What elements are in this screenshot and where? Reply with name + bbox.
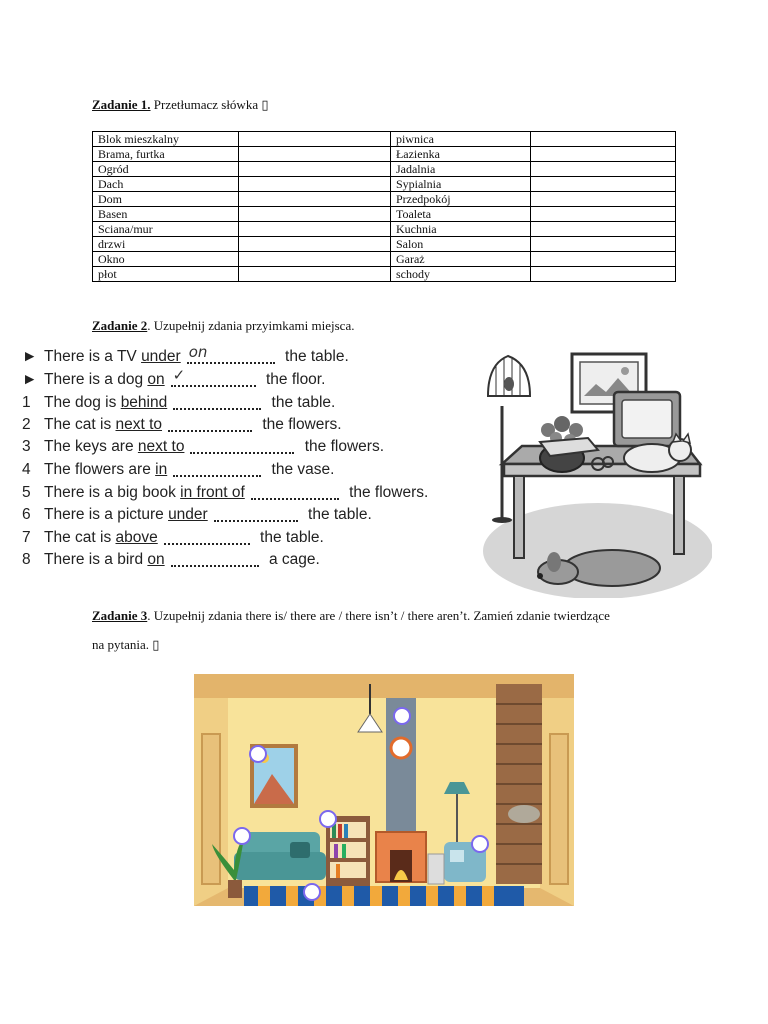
exercise-line xyxy=(22,528,324,548)
sentence-start: The cat is xyxy=(44,416,116,433)
task2-heading xyxy=(92,318,354,334)
exercise-marker: 7 xyxy=(22,529,31,546)
answer-blank[interactable] xyxy=(171,365,256,387)
vocab-row xyxy=(93,162,676,177)
vocab-answer-cell[interactable] xyxy=(238,177,390,192)
exercise-line xyxy=(22,505,372,525)
answer-blank[interactable] xyxy=(251,486,339,500)
preposition-answer: in front of xyxy=(180,484,245,501)
sentence-end: a cage. xyxy=(264,551,320,568)
vocab-row xyxy=(93,132,676,147)
bird-icon xyxy=(504,377,514,391)
vocab-word-cell: schody xyxy=(390,267,530,282)
vocab-row xyxy=(93,207,676,222)
vocab-answer-cell[interactable] xyxy=(530,147,675,162)
preposition-answer: behind xyxy=(120,394,168,411)
vocab-word-cell: Sciana/mur xyxy=(93,222,239,237)
exercise-line xyxy=(22,550,320,570)
left-door xyxy=(202,734,220,884)
fireplace xyxy=(376,832,426,882)
exercise-line xyxy=(22,342,349,367)
sentence-end: the vase. xyxy=(267,461,335,478)
sentence-end: the flowers. xyxy=(300,438,384,455)
task2-instruction: . Uzupełnij zdania przyimkami miejsca. xyxy=(147,318,355,333)
vocab-word-cell: Toaleta xyxy=(390,207,530,222)
vocab-word-cell: Garaż xyxy=(390,252,530,267)
vocab-word-cell: piwnica xyxy=(390,132,530,147)
answer-blank[interactable] xyxy=(187,342,275,364)
sentence-start: The flowers are xyxy=(44,461,156,478)
exercise-line xyxy=(22,437,384,457)
vocab-answer-cell[interactable] xyxy=(238,162,390,177)
sentence-start: There is a TV xyxy=(44,348,142,365)
task3-instruction: . Uzupełnij zdania there is/ there are / there isn’t / there aren’t. Zamień zdanie twierdzące xyxy=(147,608,610,623)
vocab-word-cell: Blok mieszkalny xyxy=(93,132,239,147)
exercise-line xyxy=(22,365,326,390)
sentence-end: the flowers. xyxy=(258,416,342,433)
exercise-marker: ► xyxy=(22,371,38,388)
right-door xyxy=(550,734,568,884)
vocab-word-cell: Basen xyxy=(93,207,239,222)
preposition-answer: next to xyxy=(115,416,163,433)
vocab-word-cell: Przedpokój xyxy=(390,192,530,207)
vocab-answer-cell[interactable] xyxy=(530,267,675,282)
living-room-illustration xyxy=(194,674,574,906)
striped-rug xyxy=(244,886,524,906)
exercise-marker: 6 xyxy=(22,506,31,523)
vocab-answer-cell[interactable] xyxy=(530,177,675,192)
exercise-line xyxy=(22,460,334,480)
answer-blank[interactable] xyxy=(173,463,261,477)
exercise-line xyxy=(22,483,428,503)
vocab-answer-cell[interactable] xyxy=(238,147,390,162)
sentence-end: the table. xyxy=(267,394,336,411)
vocab-answer-cell[interactable] xyxy=(238,267,390,282)
dog xyxy=(537,550,660,586)
task3-instruction-cont: na pytania. ▯ xyxy=(92,637,160,652)
sentence-start: The cat is xyxy=(44,529,116,546)
vocab-row xyxy=(93,222,676,237)
vocab-row xyxy=(93,147,676,162)
vocab-word-cell: Sypialnia xyxy=(390,177,530,192)
vocab-word-cell: Kuchnia xyxy=(390,222,530,237)
sentence-start: There is a bird xyxy=(44,551,148,568)
vocab-answer-cell[interactable] xyxy=(530,252,675,267)
vocabulary-table xyxy=(92,131,676,282)
task3-title: Zadanie 3 xyxy=(92,608,148,623)
task2-title: Zadanie 2 xyxy=(92,318,148,333)
vocab-answer-cell[interactable] xyxy=(530,222,675,237)
vocab-answer-cell[interactable] xyxy=(238,237,390,252)
preposition-answer: under xyxy=(168,506,208,523)
sentence-end: the flowers. xyxy=(344,484,429,501)
side-table xyxy=(428,854,444,884)
preposition-answer: on xyxy=(147,551,165,568)
tv xyxy=(614,392,680,446)
exercise-marker: 3 xyxy=(22,438,31,455)
vocab-answer-cell[interactable] xyxy=(238,252,390,267)
vocab-word-cell: Brama, furtka xyxy=(93,147,239,162)
vocab-answer-cell[interactable] xyxy=(238,207,390,222)
task1-heading xyxy=(92,97,269,113)
vocab-word-cell: Dom xyxy=(93,192,239,207)
task1-instruction: Przetłumacz słówka ▯ xyxy=(150,97,269,112)
vocab-answer-cell[interactable] xyxy=(238,192,390,207)
sentence-end: the table. xyxy=(255,529,324,546)
vocab-answer-cell[interactable] xyxy=(530,132,675,147)
answer-blank[interactable] xyxy=(214,508,298,522)
vocab-row xyxy=(93,177,676,192)
exercise-marker: ► xyxy=(22,348,38,365)
preposition-answer: on xyxy=(147,371,165,388)
sentence-start: There is a big book xyxy=(44,484,181,501)
vocab-row xyxy=(93,252,676,267)
table-scene-illustration xyxy=(480,346,712,598)
vocab-answer-cell[interactable] xyxy=(238,222,390,237)
preposition-answer: next to xyxy=(137,438,185,455)
vocab-word-cell: Ogród xyxy=(93,162,239,177)
sentence-start: The dog is xyxy=(44,394,121,411)
preposition-answer: in xyxy=(155,461,168,478)
preposition-answer: under xyxy=(141,348,181,365)
sentence-start: There is a dog xyxy=(44,371,148,388)
vocab-row xyxy=(93,237,676,252)
vocab-word-cell: drzwi xyxy=(93,237,239,252)
vocab-answer-cell[interactable] xyxy=(530,192,675,207)
vocab-word-cell: Łazienka xyxy=(390,147,530,162)
vocab-word-cell: Dach xyxy=(93,177,239,192)
vocab-answer-cell[interactable] xyxy=(530,162,675,177)
answer-blank[interactable] xyxy=(190,440,294,454)
handwritten-mark: on xyxy=(188,342,208,361)
exercise-line xyxy=(22,415,342,435)
sentence-start: There is a picture xyxy=(44,506,169,523)
exercise-marker: 1 xyxy=(22,394,31,411)
exercise-marker: 8 xyxy=(22,551,31,568)
sentence-end: the table. xyxy=(303,506,372,523)
vocab-row xyxy=(93,192,676,207)
vocab-word-cell: płot xyxy=(93,267,239,282)
sentence-start: The keys are xyxy=(44,438,138,455)
answer-blank[interactable] xyxy=(168,418,252,432)
handwritten-mark: ✓ xyxy=(172,365,186,384)
clock-icon xyxy=(391,738,411,758)
cat-on-stairs xyxy=(508,805,540,823)
exercise-marker: 2 xyxy=(22,416,31,433)
answer-blank[interactable] xyxy=(171,553,259,567)
vocab-word-cell: Salon xyxy=(390,237,530,252)
exercise-line xyxy=(22,393,335,413)
vocab-answer-cell[interactable] xyxy=(530,237,675,252)
answer-blank[interactable] xyxy=(173,396,261,410)
task3-heading xyxy=(92,607,692,625)
task1-title: Zadanie 1. xyxy=(92,97,151,112)
preposition-answer: above xyxy=(115,529,158,546)
exercise-marker: 5 xyxy=(22,484,31,501)
vocab-row xyxy=(93,267,676,282)
answer-blank[interactable] xyxy=(164,531,250,545)
exercise-marker: 4 xyxy=(22,461,31,478)
sentence-end: the floor. xyxy=(261,371,326,388)
vocab-word-cell: Jadalnia xyxy=(390,162,530,177)
vocab-answer-cell[interactable] xyxy=(530,207,675,222)
staircase xyxy=(496,684,542,884)
sentence-end: the table. xyxy=(280,348,349,365)
vocab-word-cell: Okno xyxy=(93,252,239,267)
vocab-answer-cell[interactable] xyxy=(238,132,390,147)
